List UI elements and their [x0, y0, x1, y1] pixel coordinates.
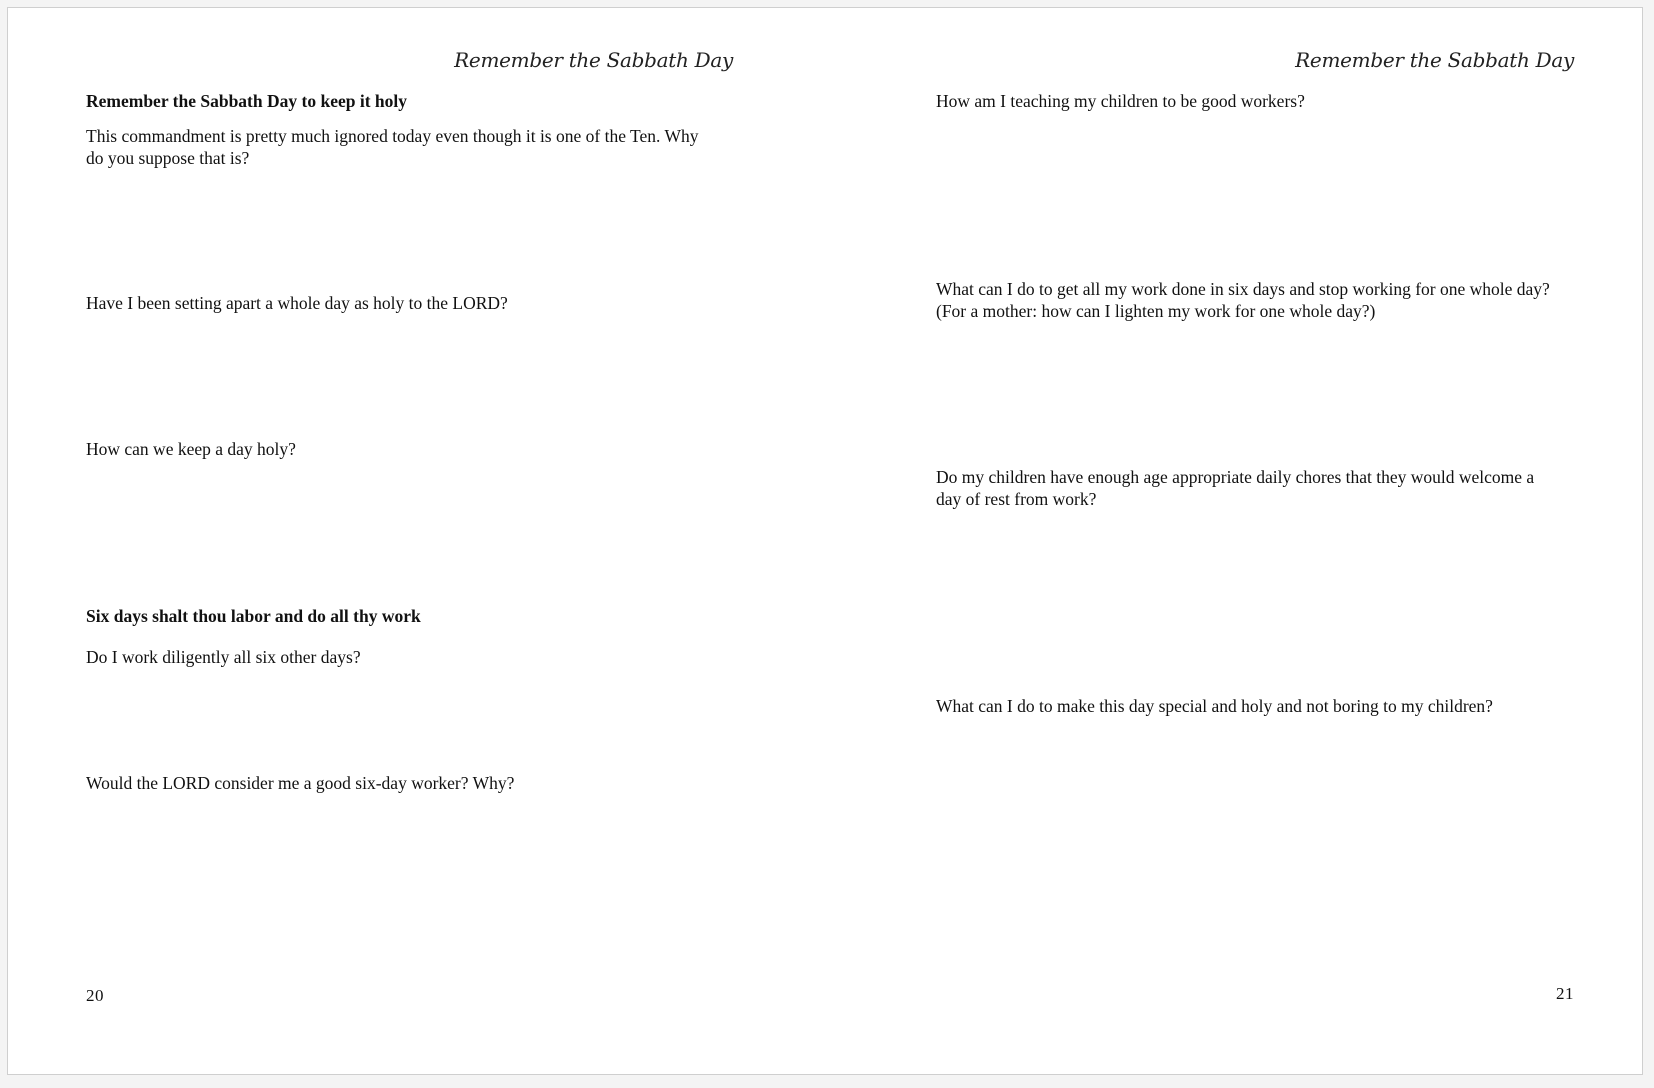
question: Would the LORD consider me a good six-day worker? Why? — [86, 773, 515, 793]
question: Have I been setting apart a whole day as holy to the LORD? — [86, 293, 508, 313]
page-number: 21 — [1556, 984, 1574, 1003]
question: How can we keep a day holy? — [86, 439, 296, 459]
question: What can I do to make this day special and holy and not boring to my children? — [936, 696, 1493, 716]
right-page — [848, 8, 1644, 1074]
book-spread — [7, 7, 1643, 1075]
running-head: Remember the Sabbath Day — [1295, 48, 1574, 72]
question: What can I do to get all my work done in six days and stop working for one whole day? (For a mother: how can I lighten my work for one whole day?) — [936, 279, 1550, 321]
question: How am I teaching my children to be good workers? — [936, 91, 1305, 111]
section-heading: Six days shalt thou labor and do all thy work — [86, 606, 421, 626]
section-heading: Remember the Sabbath Day to keep it holy — [86, 91, 407, 111]
page-number: 20 — [86, 986, 104, 1005]
question: Do my children have enough age appropriate daily chores that they would welcome a day of rest from work? — [936, 467, 1535, 509]
question: Do I work diligently all six other days? — [86, 647, 361, 667]
question: This commandment is pretty much ignored today even though it is one of the Ten. Why do you suppose that is? — [86, 126, 699, 168]
running-head: Remember the Sabbath Day — [454, 48, 733, 72]
left-page — [8, 8, 848, 1074]
